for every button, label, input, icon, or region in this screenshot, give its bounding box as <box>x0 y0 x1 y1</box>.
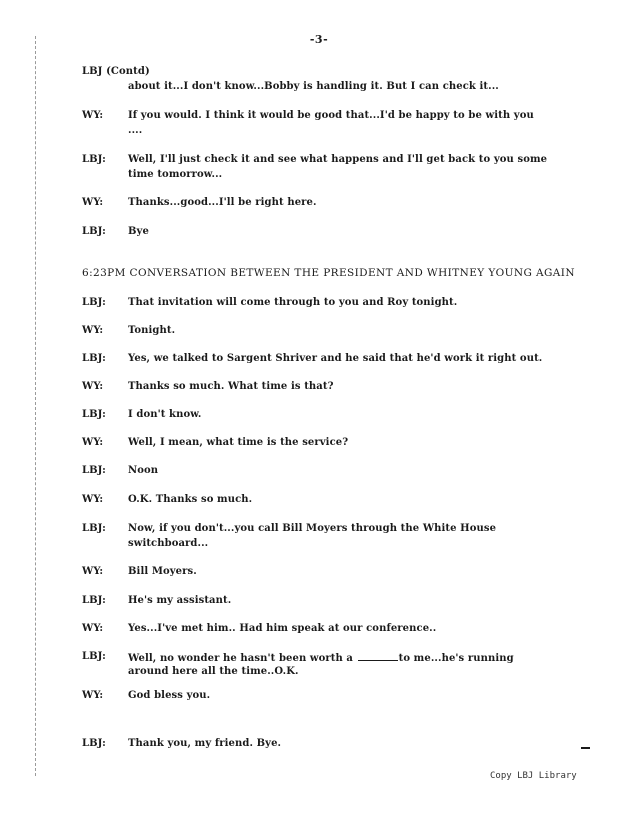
dialogue-line: .... <box>128 125 143 136</box>
dialogue-line: Well, I mean, what time is the service? <box>128 437 349 448</box>
dialogue-line: Tonight. <box>128 325 176 336</box>
dialogue-line: Thank you, my friend. Bye. <box>128 738 282 749</box>
speaker-label: LBJ: <box>82 353 106 364</box>
dialogue-line: switchboard... <box>128 538 209 549</box>
blank-underline <box>358 651 398 661</box>
speaker-label: WY: <box>82 437 104 448</box>
dialogue-line: O.K. Thanks so much. <box>128 494 253 505</box>
library-stamp: Copy LBJ Library <box>490 771 577 781</box>
stray-dash-mark <box>581 747 590 749</box>
speaker-label: LBJ: <box>82 409 106 420</box>
dialogue-line <box>128 651 514 664</box>
dialogue-line: Yes...I've met him.. Had him speak at our conference.. <box>128 623 437 634</box>
dialogue-line: Yes, we talked to Sargent Shriver and he said that he'd work it right out. <box>128 353 543 364</box>
dialogue-line-end: to me...he's running <box>398 653 514 664</box>
dialogue-line: God bless you. <box>128 690 211 701</box>
speaker-label: LBJ: <box>82 154 106 165</box>
dialogue-line: Noon <box>128 465 159 476</box>
page-number: -3- <box>309 33 329 46</box>
speaker-label: WY: <box>82 325 104 336</box>
dialogue-line: I don't know. <box>128 409 202 420</box>
speaker-label: WY: <box>82 110 104 121</box>
speaker-label: WY: <box>82 494 104 505</box>
speaker-label: LBJ: <box>82 738 106 749</box>
speaker-label: LBJ: <box>82 297 106 308</box>
dialogue-line: about it...I don't know...Bobby is handling it. But I can check it... <box>128 81 499 92</box>
dialogue-line: Well, I'll just check it and see what happens and I'll get back to you some <box>128 154 548 165</box>
dialogue-line: Bye <box>128 226 149 237</box>
speaker-label: WY: <box>82 381 104 392</box>
dialogue-line: Bill Moyers. <box>128 566 197 577</box>
dialogue-line: That invitation will come through to you and Roy tonight. <box>128 297 458 308</box>
dialogue-line: Thanks so much. What time is that? <box>128 381 334 392</box>
speaker-label: LBJ: <box>82 595 106 606</box>
dialogue-line-start: Well, no wonder he hasn't been worth a <box>128 653 354 664</box>
binding-edge-line <box>35 36 36 776</box>
section-heading: 6:23PM CONVERSATION BETWEEN THE PRESIDENT AND WHITNEY YOUNG AGAIN <box>82 267 575 279</box>
dialogue-line: around here all the time..O.K. <box>128 666 299 677</box>
speaker-label: LBJ: <box>82 523 106 534</box>
dialogue-line: He's my assistant. <box>128 595 232 606</box>
speaker-label: LBJ: <box>82 651 106 662</box>
speaker-label: WY: <box>82 566 104 577</box>
speaker-label: WY: <box>82 623 104 634</box>
dialogue-line: Now, if you don't...you call Bill Moyers through the White House <box>128 523 497 534</box>
speaker-label: LBJ: <box>82 226 106 237</box>
speaker-label: WY: <box>82 690 104 701</box>
dialogue-line: time tomorrow... <box>128 169 223 180</box>
speaker-label: LBJ (Contd) <box>82 66 150 77</box>
speaker-label: LBJ: <box>82 465 106 476</box>
dialogue-line: If you would. I think it would be good that...I'd be happy to be with you <box>128 110 534 121</box>
speaker-label: WY: <box>82 197 104 208</box>
dialogue-line: Thanks...good...I'll be right here. <box>128 197 317 208</box>
